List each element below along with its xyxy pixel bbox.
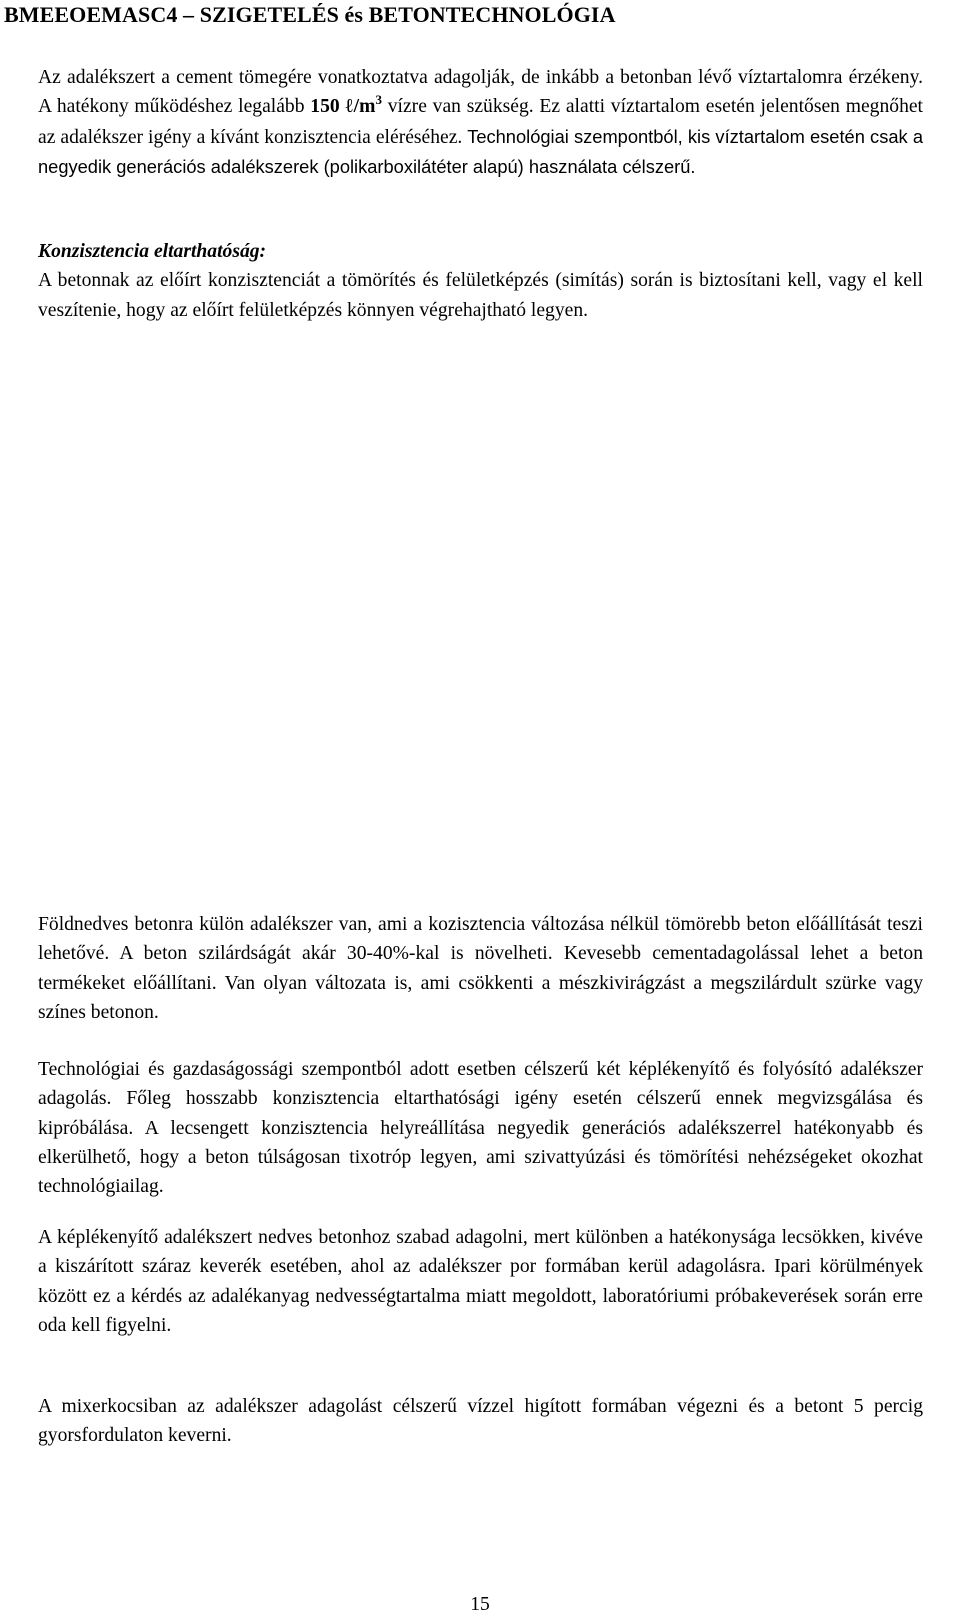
admixture-dosage-text-2: vízre van szükség. Ez alatti víztartalom esetén jelentősen megnőhet az adalékszer igény a kívánt konzisztencia eléréséhez. [38,96,924,148]
paragraph-mixer-truck: A mixerkocsiban az adalékszer adagolást célszerű vízzel higított formában végezni és a betont 5 percig gyorsfordulaton keverni. [38,1396,923,1447]
consistency-retention-heading: Konzisztencia eltarthatóság: [38,241,267,262]
paragraph-plasticizer-wet-concrete: A képlékenyítő adalékszert nedves betonhoz szabad adagolni, mert különben a hatékonysága lecsökken, kivéve a kiszárított száraz keverék esetében, ahol az adalékszer por formában kerül adagolásra. Ipari körülmények között ez a kérdés az adalékanyag nedvességtartalma miatt megoldott, laboratóriumi próbakeverések során erre oda kell figyelni. [38,1227,923,1336]
water-amount-value: 150 $\ell/m^3$ [310,92,382,118]
admixture-dosage-text-1: Az adalékszert a cement tömegére vonatkoztatva adagolják, de inkább a betonban lévő víztartalomra érzékeny. A hatékony működéshez legalább [38,67,923,118]
page-number: 15 [470,1594,490,1615]
page-header-title: BMEEOEMASC4 – SZIGETELÉS és BETONTECHNOLÓGIA [4,2,616,27]
paragraph-admixture-dosage [38,63,923,182]
paragraph-plasticizer-combination: Technológiai és gazdaságossági szempontból adott esetben célszerű két képlékenyítő és folyósító adalékszer adagolás. Főleg hosszabb konzisztencia eltarthatósági igény esetén célszerű ennek megvizsgálása és kipróbálása. A lecsengett konzisztencia helyreállítása negyedik generációs adalékszerrel hatékonyabb és elkerülhető, hogy a beton túlságosan tixotróp legyen, ami szivattyúzási és tömörítési nehézségeket okozhat technológiailag. [38,1059,923,1198]
paragraph-consistency-retention [38,237,923,325]
admixture-dosage-text-3: Technológiai szempontból, kis víztartalom esetén csak a negyedik generációs adalékszerek (polikarboxilátéter alapú) használata célszerű. [38,125,923,177]
paragraph-earth-moist-concrete: Földnedves betonra külön adalékszer van, ami a kozisztencia változása nélkül tömörebb beton előállítását teszi lehetővé. A beton szilárdságát akár 30-40%-kal is növelheti. Kevesebb cementadagolással lehet a beton termékeket előállítani. Van olyan változata is, ami csökkenti a mészkivirágzást a megszilárdult szürke vagy színes betonon. [38,914,923,1023]
consistency-retention-text: A betonnak az előírt konzisztenciát a tömörítés és felületképzés (simítás) során is biztosítani kell, vagy el kell veszítenie, hogy az előírt felületképzés könnyen végrehajtható legyen. [38,270,923,321]
